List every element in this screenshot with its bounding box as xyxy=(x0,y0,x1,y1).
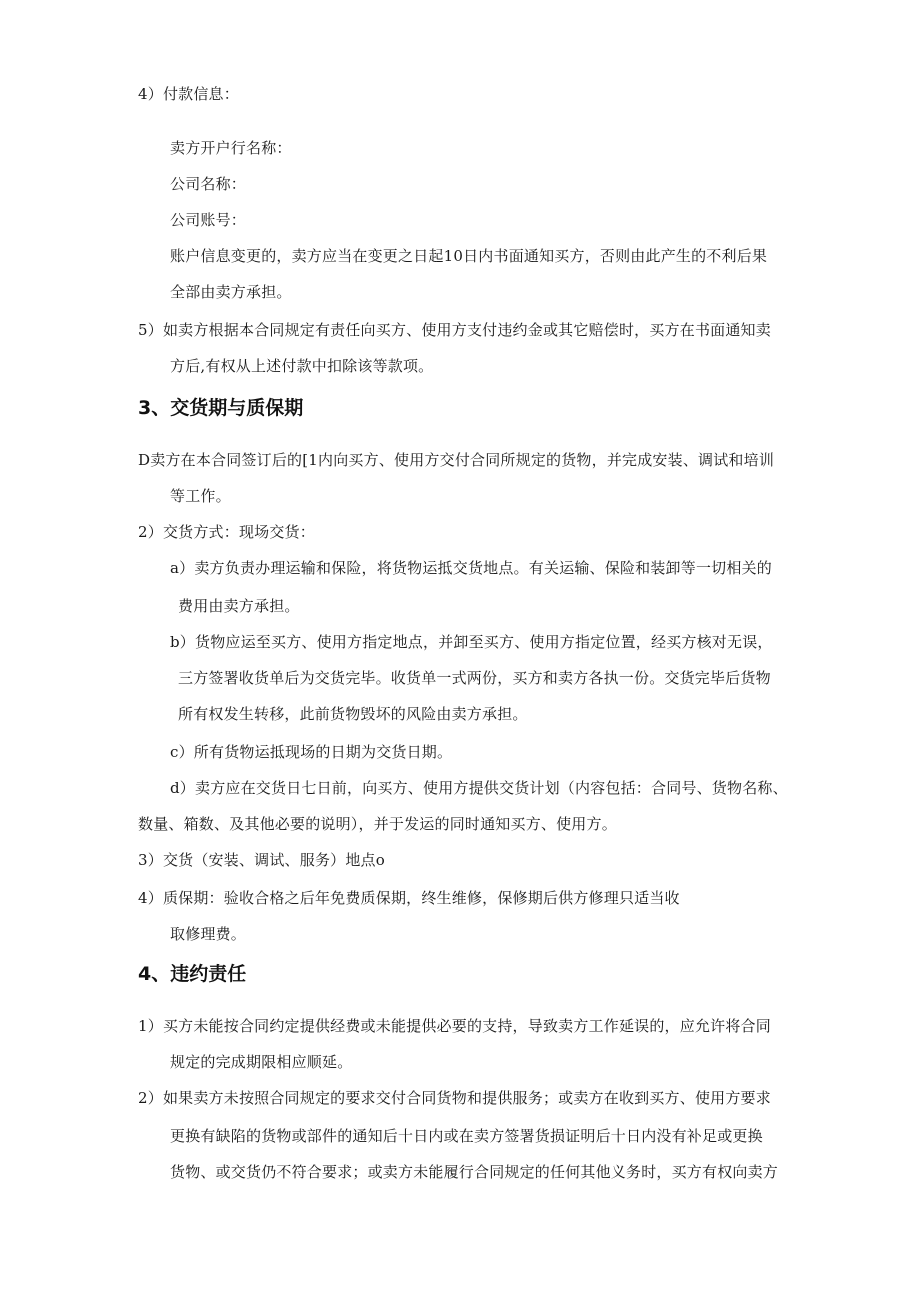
section-4-item-2-line-3: 货物、或交货仍不符合要求；或卖方未能履行合同规定的任何其他义务时，买方有权向卖方 xyxy=(170,1163,779,1181)
section-4-item-1-line-2: 规定的完成期限相应顺延。 xyxy=(170,1053,353,1071)
section-4-item-2-line-2: 更换有缺陷的货物或部件的通知后十日内或在卖方签署货损证明后十日内没有补足或更换 xyxy=(170,1127,763,1145)
section-3-item-b-line-3: 所有权发生转移，此前货物毁坏的风险由卖方承担。 xyxy=(178,705,528,723)
section-3-item-1-line-1: D卖方在本合同签订后的[1内向买方、使用方交付合同所规定的货物，并完成安装、调试和培训 xyxy=(138,451,775,469)
section-3-item-3: 3）交货（安装、调试、服务）地点o xyxy=(138,851,385,869)
account-change-notice-line-2: 全部由卖方承担。 xyxy=(170,283,292,301)
section-3-item-d-line-2: 数量、箱数、及其他必要的说明），并于发运的同时通知买方、使用方。 xyxy=(138,815,617,833)
company-account-label: 公司账号： xyxy=(170,211,247,229)
section-3-title: 3、交货期与质保期 xyxy=(138,397,304,419)
section-3-item-c: c）所有货物运抵现场的日期为交货日期。 xyxy=(170,743,453,761)
company-name-label: 公司名称： xyxy=(170,175,247,193)
section-3-item-4-line-1: 4）质保期：验收合格之后年免费质保期，终生维修，保修期后供方修理只适当收 xyxy=(138,889,680,907)
payment-item-5-line-1: 5）如卖方根据本合同规定有责任向买方、使用方支付违约金或其它赔偿时，买方在书面通知卖 xyxy=(138,321,771,339)
account-change-notice-line-1: 账户信息变更的，卖方应当在变更之日起10日内书面通知买方，否则由此产生的不利后果 xyxy=(170,247,768,265)
payment-item-5-line-2: 方后,有权从上述付款中扣除该等款项。 xyxy=(170,357,434,375)
section-3-item-2: 2）交货方式：现场交货： xyxy=(138,523,315,541)
section-3-item-a-line-2: 费用由卖方承担。 xyxy=(178,597,300,615)
section-4-title: 4、违约责任 xyxy=(138,963,247,985)
bank-name-label: 卖方开户行名称： xyxy=(170,139,292,157)
section-4-item-2-line-1: 2）如果卖方未按照合同规定的要求交付合同货物和提供服务；或卖方在收到买方、使用方要求 xyxy=(138,1089,771,1107)
section-3-item-1-line-2: 等工作。 xyxy=(170,487,231,505)
section-3-item-a-line-1: a）卖方负责办理运输和保险，将货物运抵交货地点。有关运输、保险和装卸等一切相关的 xyxy=(170,559,772,577)
section-4-item-1-line-1: 1）买方未能按合同约定提供经费或未能提供必要的支持，导致卖方工作延误的，应允许将合同 xyxy=(138,1017,771,1035)
section-3-item-d-line-1: d）卖方应在交货日七日前，向买方、使用方提供交货计划（内容包括：合同号、货物名称、 xyxy=(170,779,788,797)
section-3-item-4-line-2: 取修理费。 xyxy=(170,925,247,943)
section-3-item-b-line-1: b）货物应运至买方、使用方指定地点，并卸至买方、使用方指定位置，经买方核对无误， xyxy=(170,633,773,651)
section-3-item-b-line-2: 三方签署收货单后为交货完毕。收货单一式两份，买方和卖方各执一份。交货完毕后货物 xyxy=(178,669,771,687)
payment-item-4: 4）付款信息： xyxy=(138,85,239,103)
